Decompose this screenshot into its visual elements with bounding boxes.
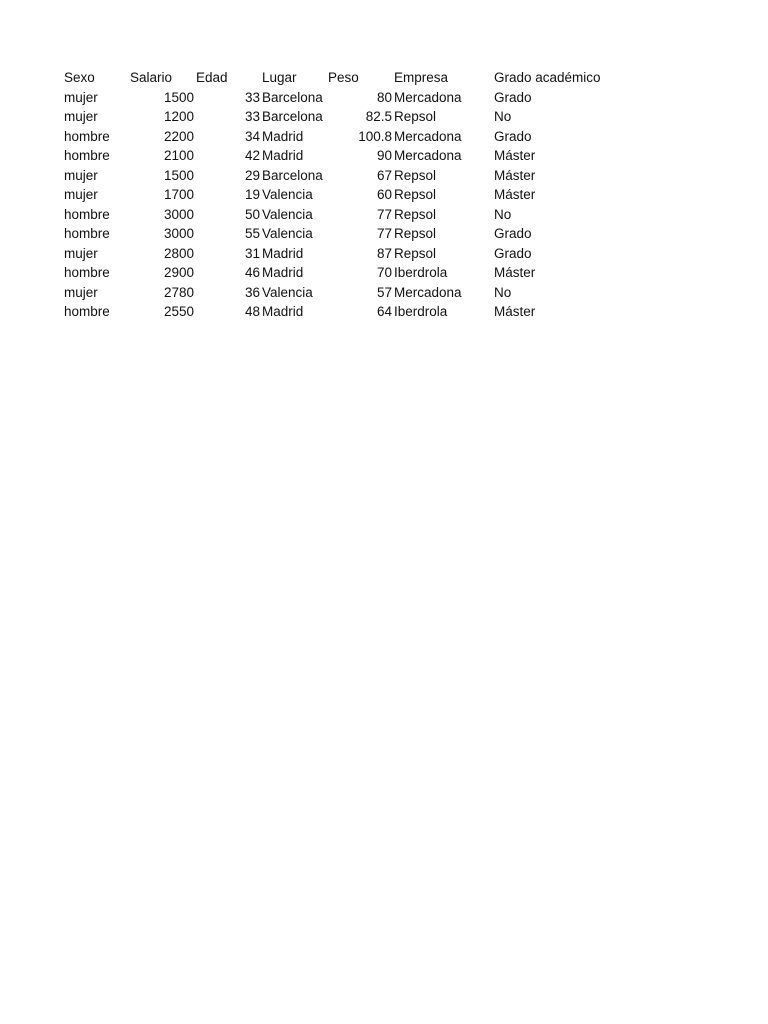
cell-edad: 34 — [244, 128, 260, 144]
cell-peso: 100.8 — [358, 128, 392, 144]
cell-grado: Grado — [494, 226, 532, 241]
cell-salario: 1500 — [163, 167, 194, 183]
cell-salario: 3000 — [163, 226, 194, 241]
table-row — [0, 224, 768, 244]
cell-peso: 90 — [376, 148, 392, 163]
cell-grado: No — [494, 109, 512, 124]
cell-edad: 19 — [244, 187, 260, 202]
cell-sexo: mujer — [64, 187, 98, 202]
cell-peso: 82.5 — [365, 109, 392, 124]
cell-grado: No — [494, 206, 512, 222]
cell-salario: 1200 — [163, 109, 194, 124]
cell-edad: 36 — [244, 284, 260, 300]
cell-salario: 2800 — [163, 245, 194, 261]
table-row — [0, 107, 768, 127]
cell-grado: Máster — [494, 304, 536, 319]
table-row — [0, 205, 768, 225]
cell-sexo: hombre — [64, 226, 110, 241]
cell-sexo: hombre — [64, 265, 110, 280]
table-row — [0, 283, 768, 303]
cell-empresa: Mercadona — [394, 284, 462, 300]
cell-grado: Grado — [494, 245, 532, 261]
cell-edad: 33 — [244, 109, 260, 124]
cell-salario: 2550 — [163, 304, 194, 319]
cell-lugar: Barcelona — [262, 167, 323, 183]
cell-empresa: Repsol — [394, 109, 437, 124]
cell-empresa: Repsol — [394, 206, 437, 222]
cell-salario: 2900 — [163, 265, 194, 280]
cell-grado: Grado — [494, 89, 532, 105]
header-salario: Salario — [130, 70, 173, 85]
table-row — [0, 166, 768, 186]
header-sexo: Sexo — [64, 70, 95, 85]
table-row — [0, 302, 768, 322]
header-edad: Edad — [196, 70, 228, 85]
cell-sexo: hombre — [64, 206, 110, 222]
cell-empresa: Repsol — [394, 226, 437, 241]
table-row — [0, 244, 768, 264]
cell-edad: 42 — [244, 148, 260, 163]
cell-empresa: Iberdrola — [394, 265, 448, 280]
cell-lugar: Valencia — [262, 226, 313, 241]
table-header-row — [0, 68, 768, 88]
cell-lugar: Valencia — [262, 206, 313, 222]
cell-grado: Máster — [494, 167, 536, 183]
cell-peso: 60 — [376, 187, 392, 202]
table-row — [0, 146, 768, 166]
cell-lugar: Madrid — [262, 304, 304, 319]
cell-empresa: Repsol — [394, 187, 437, 202]
cell-peso: 64 — [376, 304, 392, 319]
cell-sexo: mujer — [64, 284, 98, 300]
cell-peso: 77 — [376, 206, 392, 222]
cell-sexo: hombre — [64, 148, 110, 163]
header-lugar: Lugar — [262, 70, 297, 85]
cell-edad: 33 — [244, 89, 260, 105]
cell-salario: 3000 — [163, 206, 194, 222]
cell-edad: 48 — [244, 304, 260, 319]
cell-lugar: Madrid — [262, 148, 304, 163]
cell-sexo: mujer — [64, 109, 98, 124]
cell-grado: No — [494, 284, 512, 300]
cell-sexo: mujer — [64, 89, 98, 105]
cell-peso: 70 — [376, 265, 392, 280]
cell-empresa: Repsol — [394, 167, 437, 183]
cell-peso: 80 — [376, 89, 392, 105]
cell-empresa: Mercadona — [394, 89, 462, 105]
cell-edad: 50 — [244, 206, 260, 222]
cell-sexo: mujer — [64, 245, 98, 261]
cell-peso: 67 — [376, 167, 392, 183]
cell-lugar: Madrid — [262, 245, 304, 261]
cell-empresa: Repsol — [394, 245, 437, 261]
cell-sexo: mujer — [64, 167, 98, 183]
cell-empresa: Mercadona — [394, 128, 462, 144]
cell-lugar: Valencia — [262, 284, 313, 300]
cell-peso: 87 — [376, 245, 392, 261]
header-peso: Peso — [328, 70, 359, 85]
cell-sexo: hombre — [64, 304, 110, 319]
cell-grado: Grado — [494, 128, 532, 144]
data-table — [0, 68, 768, 322]
cell-lugar: Valencia — [262, 187, 313, 202]
cell-lugar: Madrid — [262, 128, 304, 144]
cell-salario: 2100 — [163, 148, 194, 163]
cell-lugar: Barcelona — [262, 89, 323, 105]
cell-grado: Máster — [494, 187, 536, 202]
table-row — [0, 263, 768, 283]
table-body — [0, 88, 768, 322]
cell-salario: 1700 — [163, 187, 194, 202]
cell-edad: 55 — [244, 226, 260, 241]
cell-salario: 2200 — [163, 128, 194, 144]
cell-grado: Máster — [494, 148, 536, 163]
table-row — [0, 127, 768, 147]
header-grado-academico: Grado académico — [494, 70, 601, 85]
cell-sexo: hombre — [64, 128, 110, 144]
cell-peso: 77 — [376, 226, 392, 241]
cell-empresa: Mercadona — [394, 148, 462, 163]
cell-peso: 57 — [376, 284, 392, 300]
cell-salario: 2780 — [163, 284, 194, 300]
cell-grado: Máster — [494, 265, 536, 280]
cell-edad: 31 — [244, 245, 260, 261]
cell-salario: 1500 — [163, 89, 194, 105]
header-empresa: Empresa — [394, 70, 449, 85]
cell-lugar: Barcelona — [262, 109, 323, 124]
cell-empresa: Iberdrola — [394, 304, 448, 319]
cell-edad: 29 — [244, 167, 260, 183]
cell-lugar: Madrid — [262, 265, 304, 280]
table-row — [0, 185, 768, 205]
table-row — [0, 88, 768, 108]
cell-edad: 46 — [244, 265, 260, 280]
